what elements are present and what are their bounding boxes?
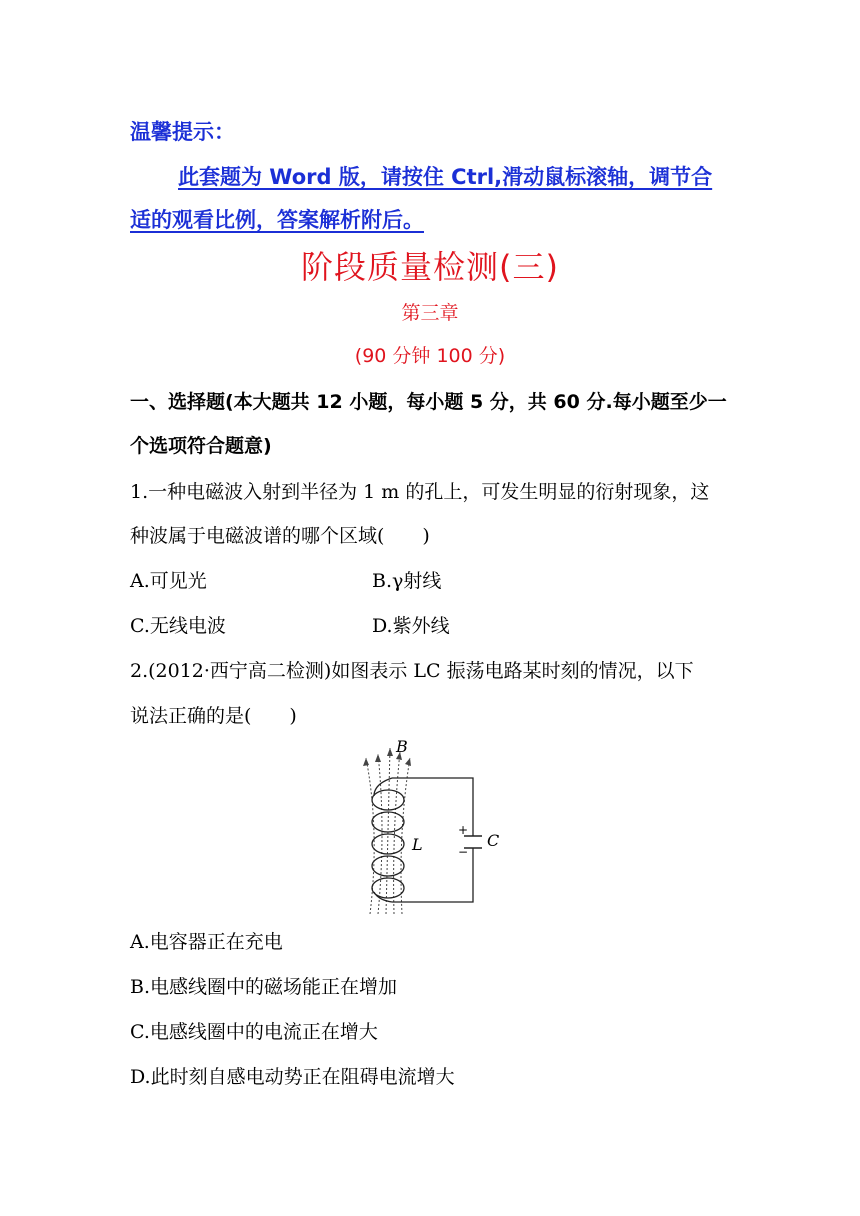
question-1-option-d: D.紫外线: [372, 615, 450, 637]
question-1-option-c: C.无线电波: [130, 615, 226, 637]
label-b: B: [396, 737, 408, 756]
question-2-line-2: 说法正确的是( ): [130, 705, 297, 727]
section-heading-line-1: 一、选择题(本大题共 12 小题，每小题 5 分，共 60 分.每小题至少一: [130, 391, 727, 413]
label-c: C: [487, 831, 500, 850]
chapter-label: 第三章: [401, 302, 459, 324]
question-2-option-b: B.电感线圈中的磁场能正在增加: [130, 976, 398, 998]
minus-sign: −: [458, 845, 469, 859]
question-1-line-2: 种波属于电磁波谱的哪个区域( ): [130, 525, 430, 547]
label-l: L: [412, 835, 423, 854]
lc-circuit-diagram: [352, 736, 512, 916]
circuit-wires: [392, 778, 473, 902]
time-score-label: (90 分钟 100 分): [354, 345, 506, 367]
tip-line-2: 适的观看比例，答案解析附后。: [130, 208, 424, 232]
question-2-option-c: C.电感线圈中的电流正在增大: [130, 1021, 378, 1043]
question-2-line-1: 2.(2012·西宁高二检测)如图表示 LC 振荡电路某时刻的情况，以下: [130, 660, 694, 682]
inductor-coil: [372, 778, 404, 902]
section-heading-line-2: 个选项符合题意): [130, 435, 272, 457]
page-title: 阶段质量检测(三): [301, 248, 559, 286]
tip-heading: 温馨提示：: [130, 120, 235, 144]
question-2-option-d: D.此时刻自感电动势正在阻碍电流增大: [130, 1066, 455, 1088]
question-2-option-a: A.电容器正在充电: [130, 931, 283, 953]
plus-sign: +: [458, 823, 469, 837]
question-1-option-b: B.γ射线: [372, 570, 442, 592]
question-1-line-1: 1.一种电磁波入射到半径为 1 m 的孔上，可发生明显的衍射现象，这: [130, 481, 710, 503]
question-1-option-a: A.可见光: [130, 570, 207, 592]
tip-line-1: 此套题为 Word 版，请按住 Ctrl,滑动鼠标滚轴，调节合: [178, 165, 713, 189]
